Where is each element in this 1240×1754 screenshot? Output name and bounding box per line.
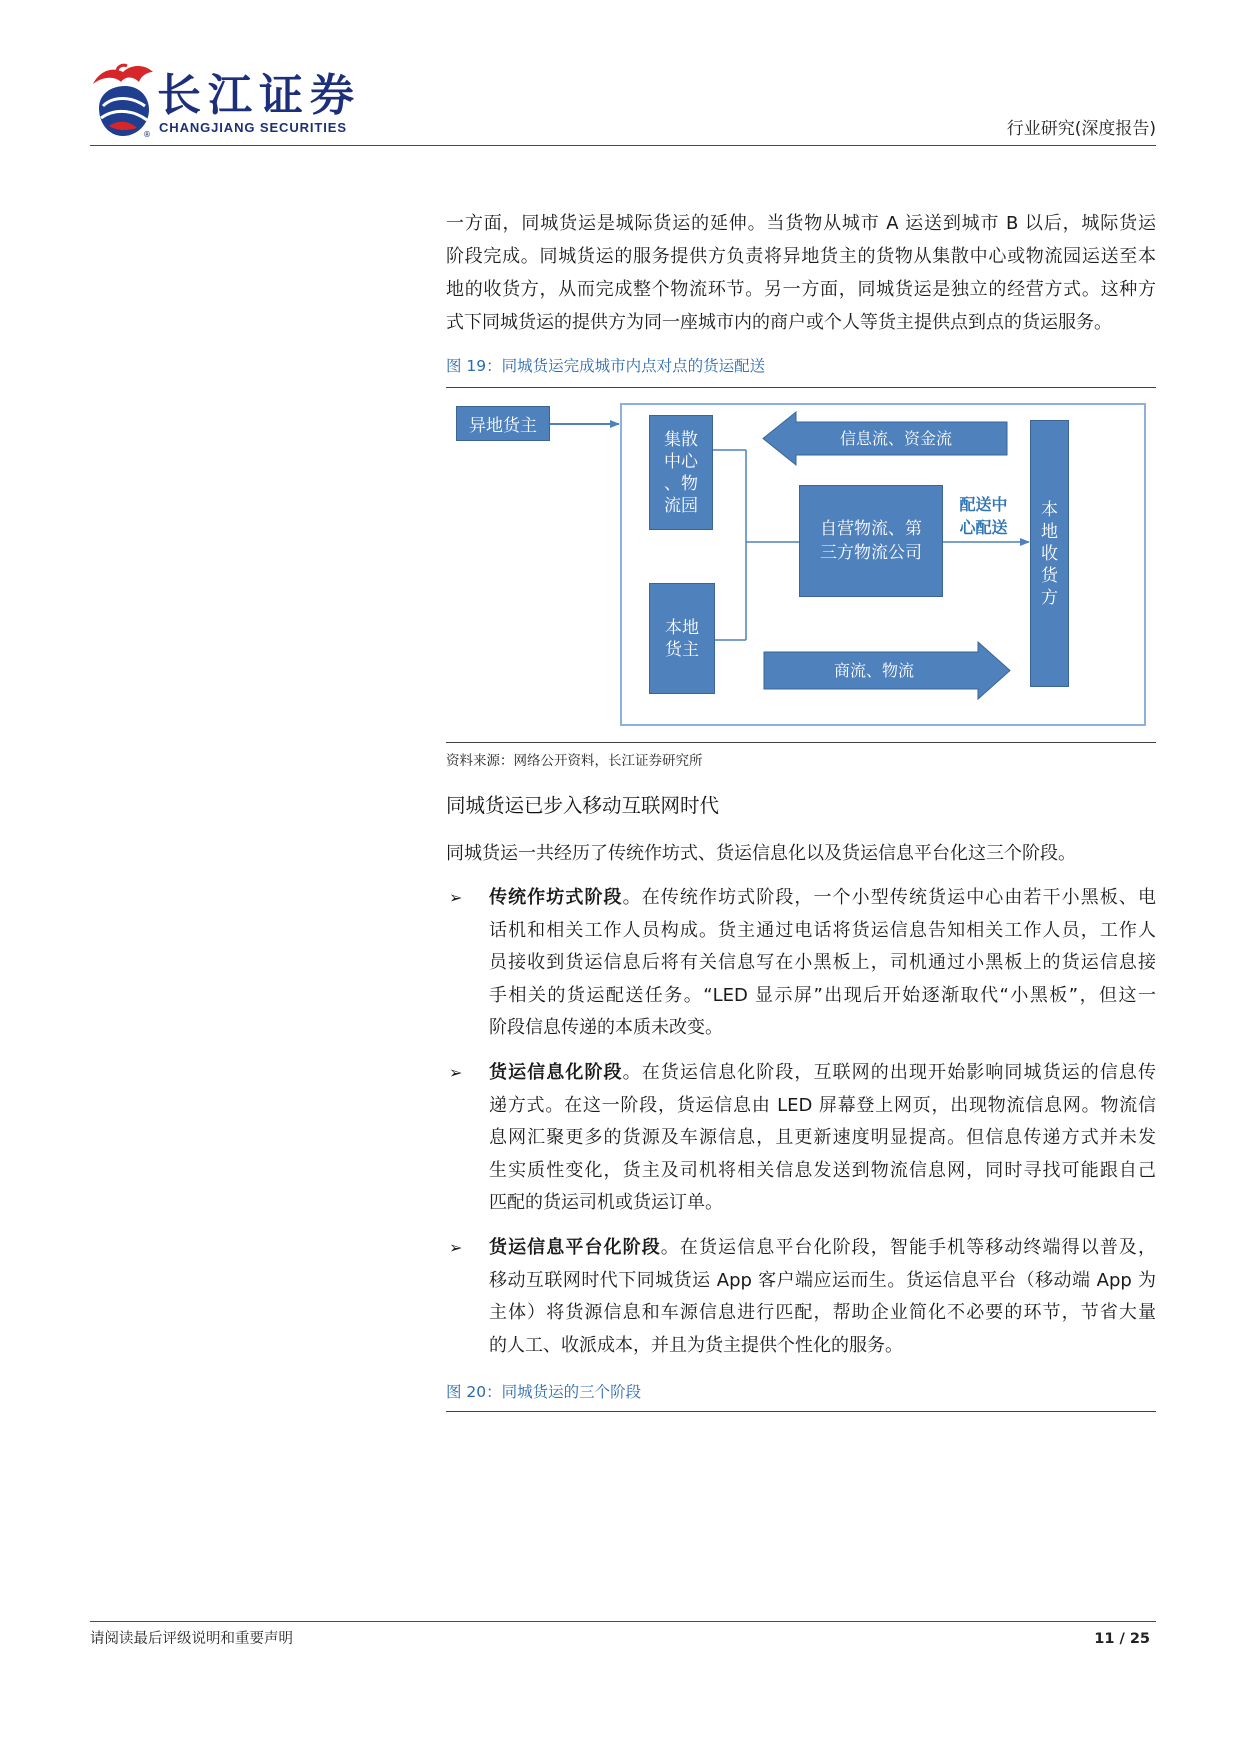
bullet-line: 员接收到货运信息后将有关信息写在小黑板上，司机通过小黑板上的货运信息接 [489, 952, 1156, 973]
hub-box [649, 415, 713, 530]
bullet-line-text: 。在货运信息平台化阶段，智能手机等移动终端得以普及， [660, 1237, 1157, 1258]
paragraph-line: 式下同城货运的提供方为同一座城市内的商户或个人等货主提供点到点的货运服务。 [446, 312, 1112, 333]
bullet-line: 的人工、收派成本，并且为货主提供个性化的服务。 [489, 1334, 903, 1356]
bullet-item [489, 1232, 1156, 1362]
consignee-label-char: 方 [1041, 587, 1058, 607]
bullet-title: 货运信息化阶段 [489, 1062, 623, 1083]
bullet-line: 移动互联网时代下同城货运 App 客户端应运而生。货运信息平台（移动端 App 为 [489, 1269, 1156, 1291]
bullet-title: 传统作坊式阶段 [489, 887, 623, 908]
info-flow-label: 信息流、资金流 [839, 431, 953, 448]
hub-label-line: 集散 [664, 429, 698, 449]
bullet-line [489, 1232, 1156, 1265]
header-divider [90, 145, 1156, 146]
local-shipper-label-line: 货主 [665, 639, 699, 659]
footer-disclaimer: 请阅读最后评级说明和重要声明 [90, 1631, 293, 1647]
hub-label-line: 、物 [664, 473, 698, 493]
delivery-label-line: 心配送 [959, 518, 1008, 537]
hub-label-line: 中心 [664, 451, 698, 471]
figure-19-diagram [446, 395, 1156, 735]
footer-divider [90, 1621, 1156, 1622]
remote-shipper-box [456, 406, 550, 441]
hub-label-line: 流园 [664, 495, 698, 515]
bullet-line: 匹配的货运司机或货运订单。 [489, 1192, 723, 1213]
consignee-label-char: 收 [1041, 543, 1058, 563]
figure-20-title: 图 20：同城货运的三个阶段 [446, 1383, 642, 1401]
paragraph-line: 地的收货方，从而完成整个物流环节。另一方面，同城货运是独立的经营方式。这种方 [446, 279, 1156, 300]
paragraph-line: 阶段完成。同城货运的服务提供方负责将异地货主的货物从集散中心或物流园运送至本 [446, 246, 1156, 267]
bullet-line [489, 1057, 1156, 1090]
bullet-line: 主体）将货源信息和车源信息进行匹配，帮助企业简化不必要的环节，节省大量 [489, 1302, 1156, 1323]
consignee-label-char: 地 [1041, 521, 1058, 541]
delivery-label [951, 493, 1016, 539]
remote-shipper-label: 异地货主 [469, 416, 537, 435]
page-number: 11 / 25 [1094, 1631, 1150, 1647]
bullet-line: 手相关的货运配送任务。“LED 显示屏”出现后开始逐渐取代“小黑板”，但这一 [489, 984, 1156, 1006]
bullet-line: 息网汇聚更多的货源及车源信息，且更新速度明显提高。但信息传递方式并未发 [489, 1127, 1156, 1148]
carrier-label-line: 自营物流、第 [820, 519, 922, 538]
delivery-label-line: 配送中 [959, 495, 1008, 514]
local-shipper-box [649, 583, 715, 694]
logo-wordmark-cn: 长江证券 [157, 70, 361, 121]
bullet-marker-icon: ➢ [449, 1063, 463, 1082]
local-shipper-label-line: 本地 [665, 617, 699, 637]
bullet-marker-icon: ➢ [449, 888, 463, 907]
figure-19-top-rule [446, 387, 1156, 388]
commerce-flow-label: 商流、物流 [833, 663, 915, 680]
bullet-line: 递方式。在这一阶段，货运信息由 LED 屏幕登上网页，出现物流信息网。物流信 [489, 1094, 1156, 1116]
bullet-line [489, 882, 1156, 915]
figure-19-title: 图 19：同城货运完成城市内点对点的货运配送 [446, 357, 766, 375]
figure-19-bottom-rule [446, 742, 1156, 743]
section-heading: 同城货运已步入移动互联网时代 [446, 794, 720, 817]
paragraph-line: 一方面，同城货运是城际货运的延伸。当货物从城市 A 运送到城市 B 以后，城际货运 [446, 213, 1156, 234]
bullet-item [489, 882, 1156, 1045]
consignee-box [1030, 420, 1069, 687]
carrier-label-line: 三方物流公司 [820, 543, 922, 562]
bullet-title: 货运信息平台化阶段 [489, 1237, 661, 1258]
bullet-line-text: 。在货运信息化阶段，互联网的出现开始影响同城货运的信息传 [622, 1062, 1157, 1083]
bullet-line: 话机和相关工作人员构成。货主通过电话将货运信息告知相关工作人员，工作人 [489, 919, 1156, 941]
consignee-label-char: 货 [1041, 565, 1058, 585]
figure-20-top-rule [446, 1411, 1156, 1412]
report-type-label: 行业研究(深度报告) [1006, 119, 1156, 139]
bullet-marker-icon: ➢ [449, 1238, 463, 1257]
bullet-line-text: 。在传统作坊式阶段，一个小型传统货运中心由若干小黑板、电 [622, 887, 1157, 908]
consignee-label-char: 本 [1041, 499, 1058, 519]
logo-registered-mark: ® [143, 130, 151, 139]
bullet-item [489, 1057, 1156, 1220]
figure-19-source: 资料来源：网络公开资料，长江证券研究所 [446, 753, 703, 769]
intro-paragraph [446, 207, 1156, 339]
carrier-box [799, 485, 943, 597]
bullet-line: 阶段信息传递的本质未改变。 [489, 1017, 723, 1038]
bullet-line: 生实质性变化，货主及司机将相关信息发送到物流信息网，同时寻找可能跟自己 [489, 1159, 1156, 1181]
section-intro: 同城货运一共经历了传统作坊式、货运信息化以及货运信息平台化这三个阶段。 [446, 843, 1076, 864]
logo-wordmark-en: CHANGJIANG SECURITIES [159, 120, 347, 135]
